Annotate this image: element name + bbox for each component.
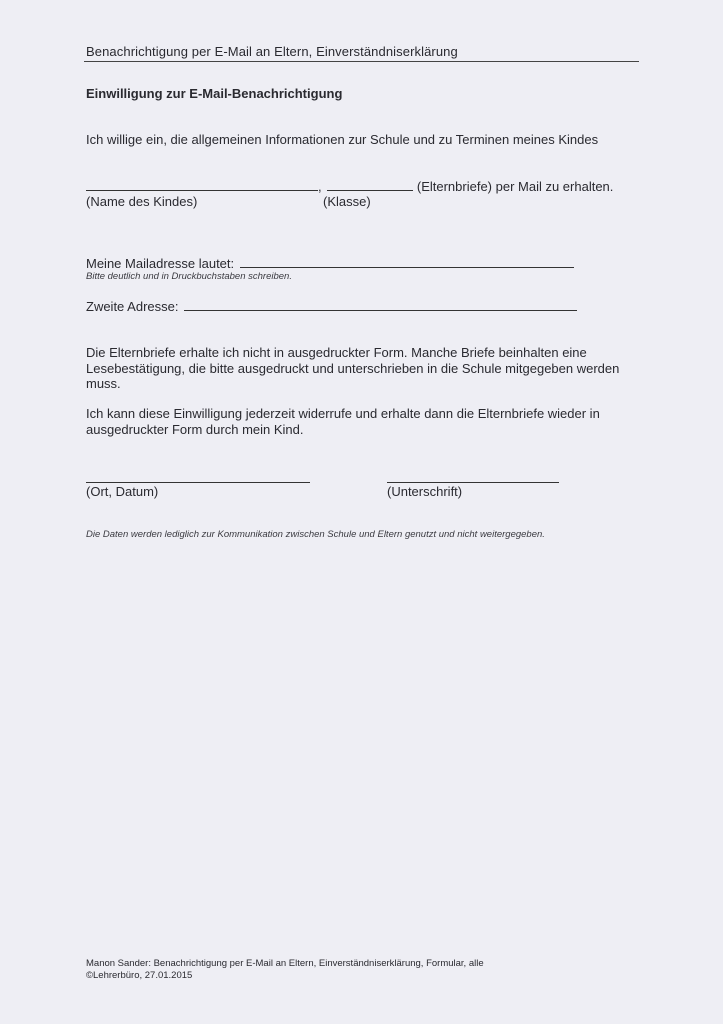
footer-line-1: Manon Sander: Benachrichtigung per E-Mail an Eltern, Einverständniserklärung, Formular, alle (86, 958, 484, 969)
label-signature: (Unterschrift) (387, 484, 463, 499)
paragraph-revocation: Ich kann diese Einwilligung jederzeit widerrufe und erhalte dann die Elternbriefe wieder in ausgedruckter Form durch mein Kind. (86, 406, 600, 437)
paragraph-print-notice: Die Elternbriefe erhalte ich nicht in ausgedruckter Form. Manche Briefe beinhalten eine Lesebestätigung, die bitte ausgedruckt und unterschrieben in die Schule mitgegeben werden muss. (86, 345, 620, 391)
label-place-date: (Ort, Datum) (86, 484, 159, 499)
email-field[interactable] (240, 255, 574, 268)
child-name-blank[interactable] (86, 178, 318, 191)
privacy-note: Die Daten werden lediglich zur Kommunikation zwischen Schule und Eltern genutzt und nicht weitergegeben. (86, 529, 545, 540)
second-address-row (86, 298, 577, 314)
intro-text: Ich willige ein, die allgemeinen Informationen zur Schule und zu Terminen meines Kindes (86, 132, 599, 147)
email-hint: Bitte deutlich und in Druckbuchstaben schreiben. (86, 271, 292, 282)
running-header: Benachrichtigung per E-Mail an Eltern, Einverständniserklärung (86, 44, 458, 59)
header-rule (84, 61, 639, 62)
second-address-label: Zweite Adresse: (86, 299, 179, 314)
label-class: (Klasse) (323, 194, 371, 209)
page-footer (86, 958, 484, 982)
second-address-field[interactable] (184, 298, 577, 311)
email-row (86, 255, 574, 271)
footer-line-2: ©Lehrerbüro, 27.01.2015 (86, 970, 193, 981)
place-date-line[interactable] (86, 482, 310, 483)
email-label: Meine Mailadresse lautet: (86, 256, 235, 271)
consent-line: , (Elternbriefe) per Mail zu erhalten. (86, 178, 613, 194)
class-blank[interactable] (327, 178, 413, 191)
form-title: Einwilligung zur E-Mail-Benachrichtigung (86, 86, 343, 101)
signature-line[interactable] (387, 482, 559, 483)
consent-line-end: (Elternbriefe) per Mail zu erhalten. (416, 179, 614, 194)
label-child-name: (Name des Kindes) (86, 194, 198, 209)
